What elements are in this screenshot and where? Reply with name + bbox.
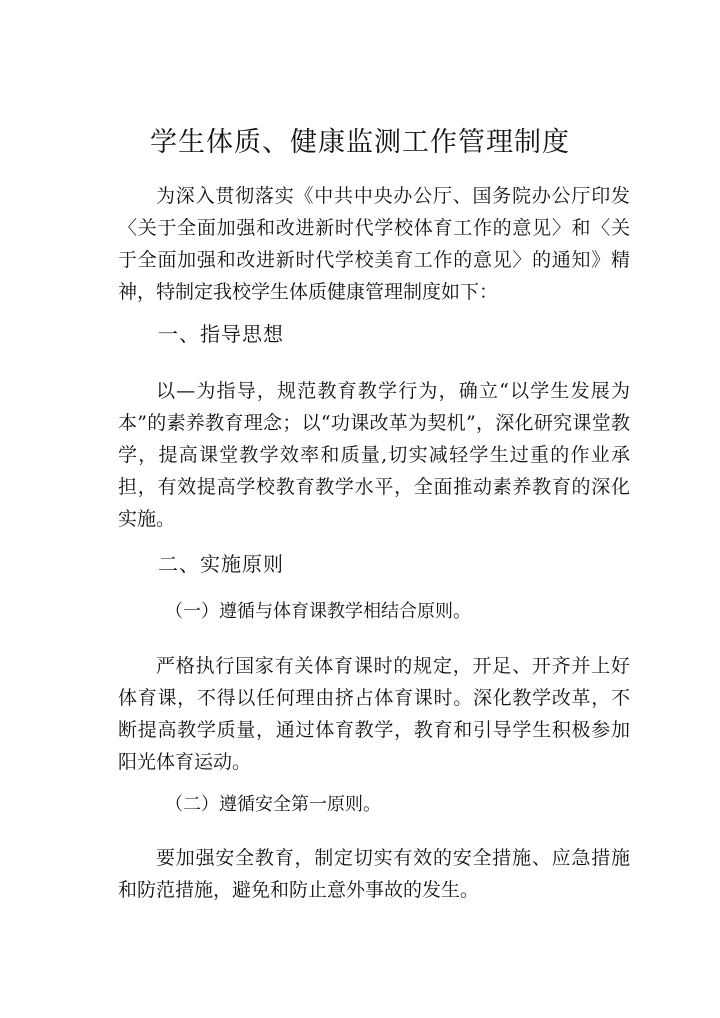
- principle-body-pe-teaching: 严格执行国家有关体育课时的规定，开足、开齐并上好体育课，不得以任何理由挤占体育课时。深化教学改革，不断提高教学质量，通过体育教学，教育和引导学生积极参加阳光体育运动。: [118, 655, 630, 773]
- intro-paragraph: 为深入贯彻落实《中共中央办公厅、国务院办公厅印发〈关于全面加强和改进新时代学校体育工作的意见〉和〈关于全面加强和改进新时代学校美育工作的意见〉的通知》精神，特制定我校学生体质健康管理制度如下：: [118, 185, 630, 303]
- section-heading-principles: 二、实施原则: [158, 552, 284, 576]
- principle-heading-safety: （二）遵循安全第一原则。: [165, 794, 381, 815]
- principle-body-safety: 要加强安全教育，制定切实有效的安全措施、应急措施和防范措施，避免和防止意外事故的发生。: [118, 847, 630, 901]
- section-heading-guiding-ideology: 一、指导思想: [158, 322, 284, 346]
- section-body-guiding-ideology: 以—为指导，规范教育教学行为，确立“以学生发展为本”的素养教育理念；以“功课改革为契机”，深化研究课堂教学，提高课堂教学效率和质量,切实减轻学生过重的作业承担，有效提高学校教育教学水平，全面推动素养教育的深化实施。: [118, 380, 630, 530]
- principle-heading-pe-teaching: （一）遵循与体育课教学相结合原则。: [165, 601, 471, 622]
- document-title: 学生体质、健康监测工作管理制度: [150, 127, 570, 158]
